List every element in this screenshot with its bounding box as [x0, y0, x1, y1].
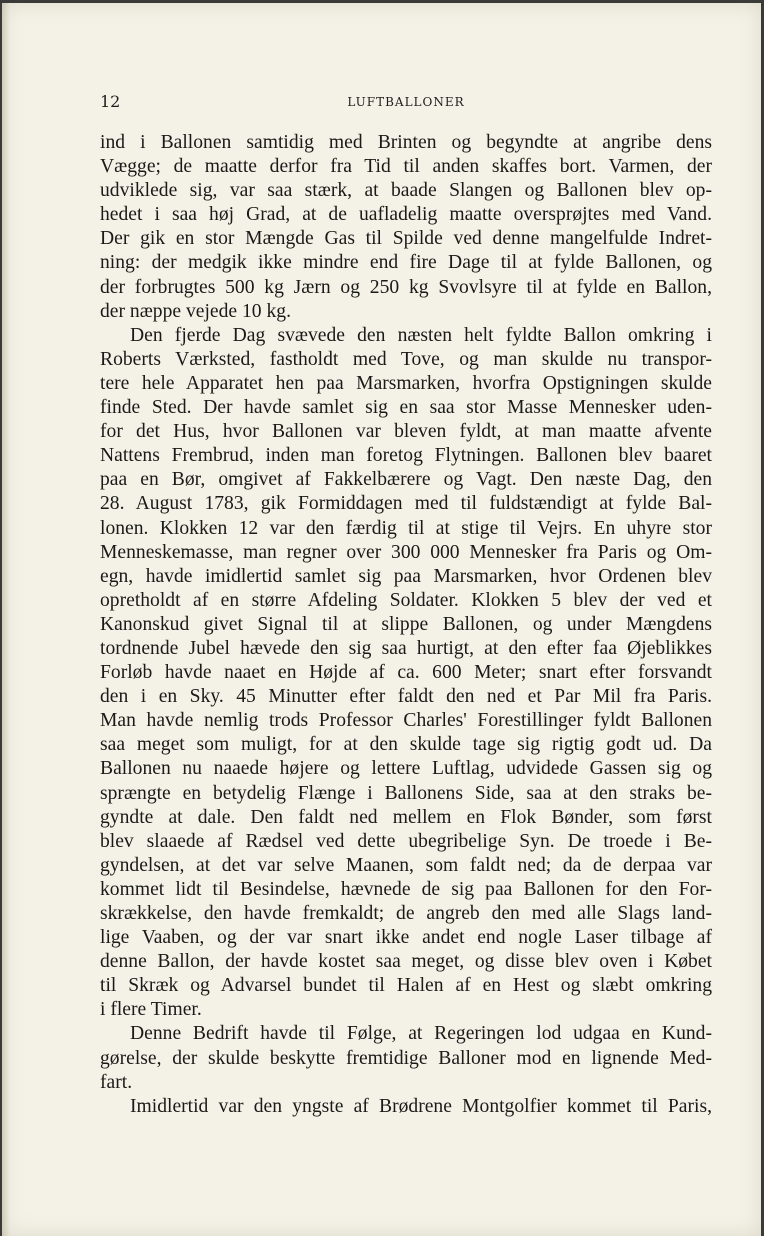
- text-line: 28. August 1783, gik Formiddagen med til fuldstændigt at fylde Bal-: [100, 493, 712, 515]
- page-header: [100, 92, 712, 114]
- text-line: ning: der medgik ikke mindre end fire Dage til at fylde Ballonen, og: [100, 252, 712, 274]
- text-line: Der gik en stor Mængde Gas til Spilde ved denne mangelfulde Indret-: [100, 228, 712, 250]
- text-line: Man havde nemlig trods Professor Charles' Forestillinger fyldt Ballonen: [100, 710, 712, 732]
- book-page: [2, 3, 761, 1236]
- text-line: finde Sted. Der havde samlet sig en saa stor Masse Mennesker uden-: [100, 397, 712, 419]
- text-line: Ballonen nu naaede højere og lettere Luftlag, udvidede Gassen sig og: [100, 758, 712, 780]
- text-line: Nattens Frembrud, inden man foretog Flytningen. Ballonen blev baaret: [100, 445, 712, 467]
- text-line: der næppe vejede 10 kg.: [100, 300, 291, 322]
- text-line: Roberts Værksted, fastholdt med Tove, og man skulde nu transpor-: [100, 348, 712, 370]
- text-line: kommet lidt til Besindelse, hævnede de sig paa Ballonen for den For-: [100, 878, 712, 900]
- text-line: skrækkelse, den havde fremkaldt; de angreb den med alle Slags land-: [100, 903, 712, 924]
- text-line: Imidlertid var den yngste af Brødrene Montgolfier kommet til Paris,: [130, 1095, 712, 1117]
- text-line: lonen. Klokken 12 var den færdig til at stige til Vejrs. En uhyre stor: [100, 517, 712, 539]
- text-line: lige Vaaben, og der var snart ikke andet end nogle Laser tilbage af: [100, 927, 712, 949]
- text-line: til Skræk og Advarsel bundet til Halen af en Hest og slæbt omkring: [100, 975, 712, 997]
- text-line: tordnende Jubel hævede den sig saa hurtigt, at den efter faa Øjeblikkes: [100, 637, 712, 659]
- text-line: denne Ballon, der havde kostet saa meget, og disse blev oven i Købet: [100, 951, 712, 973]
- text-line: for det Hus, hvor Ballonen var bleven fyldt, at man maatte afvente: [100, 421, 712, 443]
- text-line: hedet i saa høj Grad, at de uafladelig maatte oversprøjtes med Vand.: [100, 204, 712, 226]
- text-line: Forløb havde naaet en Højde af ca. 600 Meter; snart efter forsvandt: [100, 662, 712, 684]
- text-line: i flere Timer.: [100, 999, 202, 1021]
- page-number: 12: [100, 92, 121, 111]
- text-line: gyndte at dale. Den faldt ned mellem en Flok Bønder, som først: [100, 806, 712, 828]
- text-line: egn, havde imidlertid samlet sig paa Marsmarken, hvor Ordenen blev: [100, 565, 712, 587]
- text-line: sprængte en betydelig Flænge i Ballonens Side, saa at den straks be-: [100, 782, 712, 804]
- text-line: gyndelsen, at det var selve Maanen, som faldt ned; da de derpaa var: [100, 854, 712, 876]
- text-line: Den fjerde Dag svævede den næsten helt fyldte Ballon omkring i: [130, 324, 712, 346]
- text-line: fart.: [100, 1071, 133, 1093]
- text-line: Vægge; de maatte derfor fra Tid til anden skaffes bort. Varmen, der: [100, 156, 712, 178]
- text-line: Menneskemasse, man regner over 300 000 Mennesker fra Paris og Om-: [100, 541, 712, 563]
- text-line: Denne Bedrift havde til Følge, at Regeringen lod udgaa en Kund-: [130, 1023, 712, 1045]
- text-line: gørelse, der skulde beskytte fremtidige Balloner mod en lignende Med-: [100, 1047, 712, 1069]
- text-line: Kanonskud givet Signal til at slippe Ballonen, og under Mængdens: [100, 613, 712, 635]
- running-title: LUFTBALLONER: [347, 95, 465, 109]
- text-line: udviklede sig, var saa stærk, at baade Slangen og Ballonen blev op-: [100, 180, 712, 202]
- text-line: der forbrugtes 500 kg Jærn og 250 kg Svovlsyre til at fylde en Ballon,: [100, 276, 712, 298]
- text-line: saa meget som muligt, for at den skulde tage sig rigtig godt ud. Da: [100, 734, 712, 756]
- text-line: blev slaaede af Rædsel ved dette ubegribelige Syn. De troede i Be-: [100, 830, 712, 852]
- text-line: paa en Bør, omgivet af Fakkelbærere og Vagt. Den næste Dag, den: [100, 469, 712, 491]
- text-line: tere hele Apparatet hen paa Marsmarken, hvorfra Opstigningen skulde: [100, 372, 712, 394]
- text-line: den i en Sky. 45 Minutter efter faldt den ned et Par Mil fra Paris.: [100, 686, 712, 708]
- text-line: ind i Ballonen samtidig med Brinten og begyndte at angribe dens: [100, 132, 712, 153]
- text-line: opretholdt af en større Afdeling Soldater. Klokken 5 blev der ved et: [100, 589, 712, 611]
- body-text: [100, 131, 712, 1119]
